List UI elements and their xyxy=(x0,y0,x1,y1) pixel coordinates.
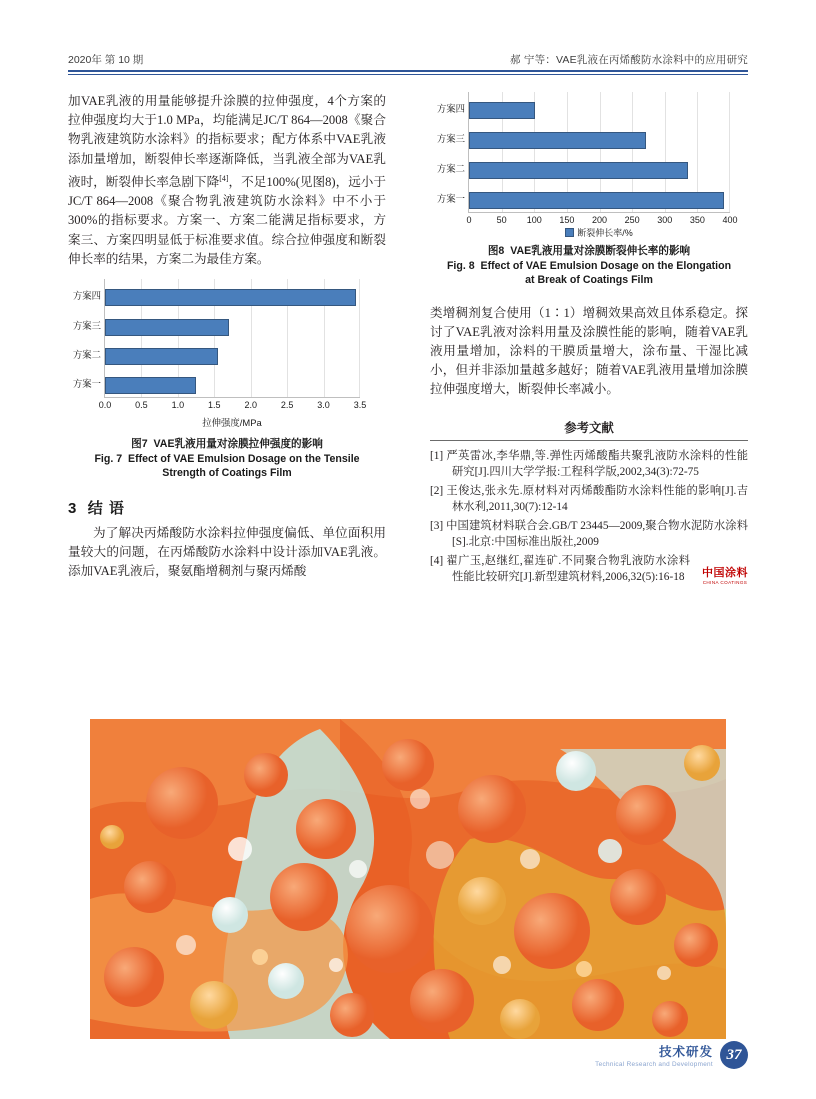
figure-8-caption-en-line2: at Break of Coatings Film xyxy=(525,274,653,286)
figure-7-caption-en-line1: Effect of VAE Emulsion Dosage on the Tensile xyxy=(128,452,360,465)
page-header xyxy=(68,52,748,67)
left-paragraph-1 xyxy=(68,92,386,269)
xtick: 3.5 xyxy=(353,400,367,411)
header-issue: 2020年 第 10 期 xyxy=(68,54,144,66)
reference-item: [4] 翟广玉,赵继红,翟连矿.不同聚合物乳液防水涂料性能比较研究[J].新型建筑材料,2006,32(5):16-18 xyxy=(430,554,690,584)
xtick: 100 xyxy=(526,215,542,225)
bar-label-fangan-san: 方案三 xyxy=(72,320,101,332)
figure-7-x-axis-title: 拉伸强度/MPa xyxy=(202,417,262,429)
bar-fangan-san xyxy=(72,319,229,336)
figure-8-caption-en-line1: Effect of VAE Emulsion Dosage on the Elongation xyxy=(480,259,732,272)
bar-label-fangan-san: 方案三 xyxy=(436,133,465,144)
left-column xyxy=(68,92,386,581)
figure-7 xyxy=(68,279,386,481)
section-number: 3 xyxy=(68,499,78,517)
bar-fangan-si xyxy=(436,102,535,119)
left-para1-text-a: 加VAE乳液的用量能够提升涂膜的拉伸强度，4个方案的拉伸强度均大于1.0 MPa，均能满足JC/T 864—2008《聚合物乳液建筑防水涂料》的指标要求；配方体系中VAE乳液添加量增加，断裂伸长率逐渐降低，当乳液全部为VAE乳液时，断裂伸长率急剧下降 xyxy=(68,94,386,189)
left-paragraph-2: 为了解决丙烯酸防水涂料拉伸强度偏低、单位面积用量较大的问题，在丙烯酸防水涂料中设计添加VAE乳液。添加VAE乳液后，聚氨酯增稠剂与聚丙烯酸 xyxy=(68,525,386,578)
figure-8-plot xyxy=(436,92,738,225)
xtick: 0.0 xyxy=(98,400,112,411)
bar-fangan-yi xyxy=(436,192,724,209)
bar-label-fangan-er: 方案二 xyxy=(436,163,465,174)
xtick: 0.5 xyxy=(135,400,148,411)
page-number: 37 xyxy=(720,1041,748,1069)
figure-7-chart xyxy=(72,279,367,429)
xtick: 3.0 xyxy=(317,400,330,411)
footer-section-title xyxy=(595,1042,713,1068)
bar-fangan-er xyxy=(72,348,218,365)
footer-title-en: Technical Research and Development xyxy=(595,1061,713,1068)
right-column xyxy=(430,92,748,588)
figure-8 xyxy=(430,92,748,288)
xtick: 400 xyxy=(722,215,738,225)
bar-label-fangan-yi: 方案一 xyxy=(436,193,465,204)
reference-item: [1] 严英雷冰,李华鼎,等.弹性丙烯酸酯共聚乳液防水涂料的性能研究[J].四川大学学报:工程科学版,2002,34(3):72-75 xyxy=(430,449,748,479)
xtick: 250 xyxy=(624,215,640,225)
figure-8-chart xyxy=(436,92,738,239)
figure-7-plot xyxy=(72,279,367,411)
xtick: 1.0 xyxy=(171,400,185,411)
reference-item: [2] 王俊达,张永先.原材料对丙烯酸酯防水涂料性能的影响[J].吉林水利,2011,30(7):12-14 xyxy=(430,484,748,514)
references-divider xyxy=(430,440,748,441)
legend-swatch-elongation xyxy=(565,228,574,237)
gridline xyxy=(359,279,360,397)
section-title-text: 结 语 xyxy=(87,499,125,517)
figure-8-legend xyxy=(468,226,730,239)
section-heading-conclusion xyxy=(68,497,386,518)
xtick: 2.0 xyxy=(244,400,257,411)
figure-7-caption-cn-number: 图7 xyxy=(131,438,148,451)
figure-8-caption xyxy=(430,244,748,288)
figure-8-caption-cn-number: 图8 xyxy=(487,245,505,257)
xtick: 350 xyxy=(689,215,705,225)
header-divider-thin xyxy=(68,74,748,75)
bar-fangan-san xyxy=(436,132,646,149)
xtick: 200 xyxy=(591,215,608,225)
bar-label-fangan-si: 方案四 xyxy=(72,290,101,302)
footer-title-cn: 技术研发 xyxy=(658,1045,713,1059)
xtick: 50 xyxy=(496,215,507,225)
bar-label-fangan-yi: 方案一 xyxy=(72,378,101,390)
legend-label-elongation: 断裂伸长率/% xyxy=(577,228,633,238)
china-coatings-logo xyxy=(702,564,748,585)
logo-text-cn: 中国涂料 xyxy=(702,566,748,579)
figure-8-caption-en-number: Fig. 8 xyxy=(446,259,475,272)
xtick: 1.5 xyxy=(208,400,221,411)
figure-7-caption-cn: VAE乳液用量对涂膜拉伸强度的影响 xyxy=(153,438,323,451)
bar-fangan-er xyxy=(436,162,688,179)
logo-text-en: CHINA COATINGS xyxy=(702,579,748,585)
page-footer xyxy=(595,1041,748,1069)
decorative-photo xyxy=(90,719,726,1039)
figure-8-caption-cn: VAE乳液用量对涂膜断裂伸长率的影响 xyxy=(510,245,691,257)
xtick: 2.5 xyxy=(280,400,294,411)
references-heading: 参考文献 xyxy=(564,420,614,435)
right-paragraph-1: 类增稠剂复合使用（1∶1）增稠效果高效且体系稳定。探讨了VAE乳液对涂料用量及涂膜性能的影响，随着VAE乳液用量增加，涂料的干膜质量增大，涂布量、干湿比减小，但并非添加量越多越好；随着VAE乳液用量增加涂膜拉伸强度增大，断裂伸长率减小。 xyxy=(430,305,748,397)
left-para1-text-b: ，不足100%(见图8)，远小于JC/T 864—2008《聚合物乳液建筑防水涂料》中不小于300%的指标要求。方案一、方案二能满足指标要求，方案三、方案四明显低于标准要求值。综合拉伸强度和断裂伸长率的结果，方案二为最佳方案。 xyxy=(68,175,387,266)
figure-7-caption-en-line2: Strength of Coatings Film xyxy=(162,467,292,480)
xtick: 0 xyxy=(466,215,472,225)
gridline xyxy=(729,92,730,212)
figure-7-caption xyxy=(68,437,386,481)
bar-fangan-si xyxy=(72,289,356,306)
header-running-title: 郝 宁等：VAE乳液在丙烯酸防水涂料中的应用研究 xyxy=(510,54,748,66)
reference-item: [3] 中国建筑材料联合会.GB/T 23445—2009,聚合物水泥防水涂料[S].北京:中国标准出版社,2009 xyxy=(430,519,748,549)
header-divider xyxy=(68,70,748,72)
bar-label-fangan-si: 方案四 xyxy=(436,103,465,114)
bar-label-fangan-er: 方案二 xyxy=(72,349,101,361)
xtick: 150 xyxy=(559,215,575,225)
photo-artwork xyxy=(90,719,726,1039)
figure-7-caption-en-number: Fig. 7 xyxy=(94,452,123,465)
bar-fangan-yi xyxy=(72,377,196,394)
left-para1-footnote-marker: [4] xyxy=(219,173,229,183)
xtick: 300 xyxy=(657,215,673,225)
